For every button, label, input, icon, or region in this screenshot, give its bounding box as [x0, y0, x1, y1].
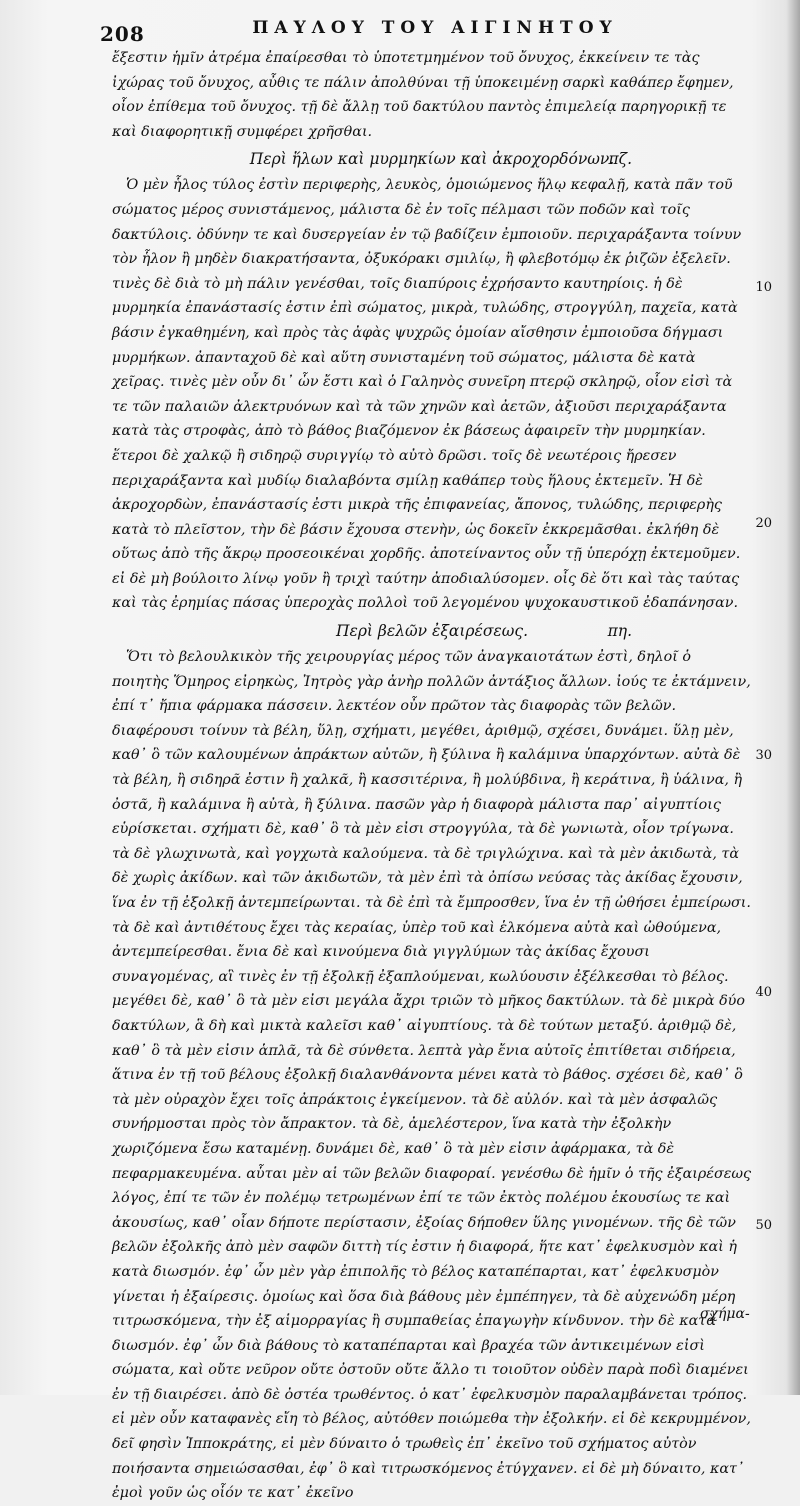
section-heading-1	[112, 147, 752, 171]
text-block	[112, 46, 752, 1506]
margin-number: 20	[755, 516, 772, 531]
section1-paragraph: Ὁ μὲν ἧλος τύλος ἐστὶν περιφερὴς, λευκὸς, ὁμοιώμενος ἥλῳ κεφαλῇ, κατὰ πᾶν τοῦ σώματος μέρος συνιστάμενος, μάλιστα δὲ ἐν τοῖς πέλμασι τῶν ποδῶν καὶ τοῖς δακτύλοις. ὀδύνην τε καὶ δυσεργείαν ἐν τῷ βαδίζειν ἐμποιοῦν. περιχαράξαντα τοίνυν τὸν ἧλον ἢ μηδὲν διακρατήσαντα, ὀξυκόρακι σμιλίῳ, ἢ φλεβοτόμῳ ἐκ ῥιζῶν ἐξελεῖν. τινὲς δὲ διὰ τὸ μὴ πάλιν γενέσθαι, τοῖς διαπύροις ἐχρήσαντο καυτηρίοις. ἡ δὲ μυρμηκία ἐπανάστασίς ἐστιν ἐπὶ σώματος, μικρὰ, τυλώδης, στρογγύλη, παχεῖα, κατὰ βάσιν ἐγκαθημένη, καὶ πρὸς τὰς ἀφὰς ψυχρῶς ὁμοίαν αἴσθησιν ἐμποιοῦσα δήγμασι μυρμήκων. ἀπανταχοῦ δὲ καὶ αὕτη συνισταμένη τοῦ σώματος, μάλιστα δὲ κατὰ χεῖρας. τινὲς μὲν οὖν δι᾽ ὧν ἔστι καὶ ὁ Γαληνὸς συνεῖρη πτερῷ σκληρῷ, οἷον εἰσὶ τὰ τε τῶν παλαιῶν ἀλεκτρυόνων καὶ τὰ τῶν χηνῶν καὶ ἀετῶν, ἀξιοῦσι περιχαράξαντα κατὰ τὰς στροφὰς, ἀπὸ τὸ βάθος βιαζόμενον ἐκ βάσεως ἀφαιρεῖν τὴν μυρμηκίαν. ἕτεροι δὲ χαλκῷ ἢ σιδηρῷ συριγγίῳ τὸ αὐτὸ δρῶσι. τοῖς δὲ νεωτέροις ἤρεσεν περιχαράξαντα καὶ μυδίῳ διαλαβόντα σμίλῃ καθάπερ τοὺς ἥλους ἐκτεμεῖν. Ἡ δὲ ἀκροχορδὼν, ἐπανάστασίς ἐστι μικρὰ τῆς ἐπιφανείας, ἄπονος, τυλώδης, περιφερὴς κατὰ τὸ πλεῖστον, τὴν δὲ βάσιν ἔχουσα στενὴν, ὡς δοκεῖν ἐκκρεμᾶσθαι. ἐκλήθη δὲ οὕτως ἀπὸ τῆς ἄκρῳ προσεοικέναι χορδῆς. ἀποτείναντος οὖν τῇ ὑπερόχῃ ἐκτεμοῦμεν. εἰ δὲ μὴ βούλοιτο λίνῳ γοῦν ἢ τριχὶ ταύτην ἀποδιαλύσομεν. οἷς δὲ ὅτι καὶ τὰς ταύτας καὶ τὰς ἐρημίας πάσας ὑπεροχὰς πολλοὶ τοῦ λεγομένου ψυχοκαυστικοῦ ἐδαπάνησαν.	[112, 177, 742, 612]
margin-number: 30	[755, 748, 772, 763]
running-head: ΠΑΥΛΟΥ ΤΟΥ ΑΙΓΙΝΗΤΟΥ	[252, 18, 618, 38]
section-title-2: Περὶ βελῶν ἐξαιρέσεως.	[335, 622, 529, 641]
page-edge-shadow	[786, 0, 800, 1395]
margin-number: 10	[755, 280, 772, 295]
intro-paragraph: ἔξεστιν ἡμῖν ἀτρέμα ἐπαίρεσθαι τὸ ὑποτετμημένον τοῦ ὄνυχος, ἐκκείνειν τε τὰς ἰχώρας τοῦ ὄνυχος, αὖθις τε πάλιν ἀπολθύναι τῇ ὑποκειμένῃ σαρκὶ καθάπερ ἔφημεν, οἷον ἐπίθεμα τοῦ ὄνυχος. τῇ δὲ ἄλλῃ τοῦ δακτύλου παντὸς ἐπιμελείᾳ παρηγορικῇ τε καὶ διαφορητικῇ συμφέρει χρῆσθαι.	[112, 50, 734, 140]
section2-paragraph: Ὅτι τὸ βελουλκικὸν τῆς χειρουργίας μέρος τῶν ἀναγκαιοτάτων ἐστὶ, δηλοῖ ὁ ποιητὴς Ὅμηρος εἰρηκὼς, Ἰητρὸς γὰρ ἀνὴρ πολλῶν ἀντάξιος ἄλλων. ἰούς τε ἐκτάμνειν, ἐπί τ᾽ ἤπια φάρμακα πάσσειν. λεκτέον οὖν πρῶτον τὰς διαφορὰς τῶν βελῶν. διαφέρουσι τοίνυν τὰ βέλη, ὕλῃ, σχήματι, μεγέθει, ἀριθμῷ, σχέσει, δυνάμει. ὕλῃ μὲν, καθ᾽ ὃ τῶν καλουμένων ἀπράκτων αὐτῶν, ἢ ξύλινα ἢ καλάμινα ὑπαρχόντων. αὐτὰ δὲ τὰ βέλη, ἢ σιδηρᾶ ἐστιν ἢ χαλκᾶ, ἢ κασσιτέρινα, ἢ μολύβδινα, ἢ κεράτινα, ἢ ὑάλινα, ἢ ὀστᾶ, ἢ καλάμινα ἢ αὐτὰ, ἢ ξύλινα. πασῶν γὰρ ἡ διαφορὰ μάλιστα παρ᾽ αἰγυπτίοις εὑρίσκεται. σχήματι δὲ, καθ᾽ ὃ τὰ μὲν εἰσι στρογγύλα, τὰ δὲ γωνιωτὰ, οἷον τρίγωνα. τὰ δὲ γλωχινωτὰ, καὶ γογχωτὰ καλούμενα. τὰ δὲ τριγλώχινα. καὶ τὰ μὲν ἀκιδωτὰ, τὰ δὲ χωρὶς ἀκίδων. καὶ τῶν ἀκιδωτῶν, τὰ μὲν ἐπὶ τὰ ὀπίσω νεύσας τὰς ἀκίδας ἔχουσιν, ἵνα ἐν τῇ ἐξολκῇ ἀντεμπείρωνται. τὰ δὲ ἐπὶ τὰ ἔμπροσθεν, ἵνα ἐν τῇ ὠθήσει ἐμπείρωσι. τὰ δὲ καὶ ἀντιθέτους ἔχει τὰς κεραίας, ὑπὲρ τοῦ καὶ ἑλκόμενα αὐτὰ καὶ ὠθούμενα, ἀντεμπείρεσθαι. ἔνια δὲ καὶ κινούμενα διὰ γιγγλύμων τὰς ἀκίδας ἔχουσι συναγομένας, αἳ τινὲς ἐν τῇ ἐξολκῇ ἐξαπλούμεναι, κωλύουσιν ἐξέλκεσθαι τὸ βέλος. μεγέθει δὲ, καθ᾽ ὃ τὰ μὲν εἰσι μεγάλα ἄχρι τριῶν τὸ μῆκος δακτύλων. τὰ δὲ μικρὰ δύο δακτύλων, ἃ δὴ καὶ μικτὰ καλεῖσι καθ᾽ αἰγυπτίους. τὰ δὲ τούτων μεταξύ. ἀριθμῷ δὲ, καθ᾽ ὃ τὰ μὲν εἰσιν ἁπλᾶ, τὰ δὲ σύνθετα. λεπτὰ γὰρ ἔνια αὐτοῖς ἐπιτίθεται σιδήρεια, ἅτινα ἐν τῇ τοῦ βέλους ἐξολκῇ διαλανθάνοντα μένει κατὰ τὸ βάθος. σχέσει δὲ, καθ᾽ ὃ τὰ μὲν οὐραχὸν ἔχει τοῖς ἀπράκτοις ἐγκείμενον. τὰ δὲ αὐλόν. καὶ τὰ μὲν ἀσφαλῶς συνήρμοσται πρὸς τὸν ἄπρακτον. τὰ δὲ, ἀμελέστερον, ἵνα κατὰ τὴν ἐξολκὴν χωριζόμενα ἔσω καταμένῃ. δυνάμει δὲ, καθ᾽ ὃ τὰ μὲν εἰσιν ἀφάρμακα, τὰ δὲ πεφαρμακευμένα. αὗται μὲν αἱ τῶν βελῶν διαφοραί. γενέσθω δὲ ἡμῖν ὁ τῆς ἐξαιρέσεως λόγος, ἐπί τε τῶν ἐν πολέμῳ τετρωμένων ἐπί τε τῶν ἐκτὸς πολέμου ἑκουσίως τε καὶ ἀκουσίως, καθ᾽ οἷαν δήποτε περίστασιν, ἐξοίας δήποθεν ὕλης γινομένων. τῆς δὲ τῶν βελῶν ἐξολκῆς ἀπὸ μὲν σαφῶν διττὴ τίς ἐστιν ἡ διαφορά, ἥτε κατ᾽ ἐφελκυσμὸν καὶ ἡ κατὰ διωσμόν. ἐφ᾽ ὧν μὲν γὰρ ἐπιπολῆς τὸ βέλος καταπέπαρται, κατ᾽ ἐφελκυσμὸν γίνεται ἡ ἐξαίρεσις. ὁμοίως καὶ ὅσα διὰ βάθους μὲν ἐμπέπηγεν, τὰ δὲ αὐχενώδη μέρη τιτρωσκόμενα, τὴν ἐξ αἱμορραγίας ἢ συμπαθείας ἐπαγωγὴν κίνδυνον. τὴν δὲ κατὰ διωσμόν. ἐφ᾽ ὧν διὰ βάθους τὸ καταπέπαρται καὶ βραχέα τῶν ἀντικειμένων εἰσὶ σώματα, καὶ οὔτε νεῦρον οὔτε ὀστοῦν οὔτε ἄλλο τι τοιοῦτον οὐδὲν παρὰ ποδὶ διαμένει ἐν τῇ διαιρέσει. ἀπὸ δὲ ὀστέα τρωθέντος. ὁ κατ᾽ ἐφελκυσμὸν παραλαμβάνεται τρόπος. εἰ μὲν οὖν καταφανὲς εἴη τὸ βέλος, αὐτόθεν ποιώμεθα τὴν ἐξολκήν. εἰ δὲ κεκρυμμένον, δεῖ φησὶν Ἱπποκράτης, εἰ μὲν δύναιτο ὁ τρωθεὶς ἐπ᾽ ἐκεῖνο τοῦ σχήματος αὐτὸν ποιήσαντα σημειώσασθαι, ἐφ᾽ ὃ καὶ τιτρωσκόμενος ἐτύγχανεν. εἰ δὲ μὴ δύναιτο, κατ᾽ ἐμοὶ γοῦν ὡς οἷόν τε κατ᾽ ἐκεῖνο	[112, 649, 752, 1502]
chapter-number-2: πη.	[607, 622, 632, 641]
section-heading-2	[112, 619, 752, 643]
page-number: 208	[100, 22, 145, 46]
margin-number: 40	[755, 985, 772, 1000]
catchword: σχήμα-	[700, 1306, 750, 1322]
chapter-number-1: πζ.	[608, 150, 632, 169]
section-title-1: Περὶ ἥλων καὶ μυρμηκίων καὶ ἀκροχορδόνων.	[249, 150, 615, 169]
margin-number: 50	[755, 1218, 772, 1233]
